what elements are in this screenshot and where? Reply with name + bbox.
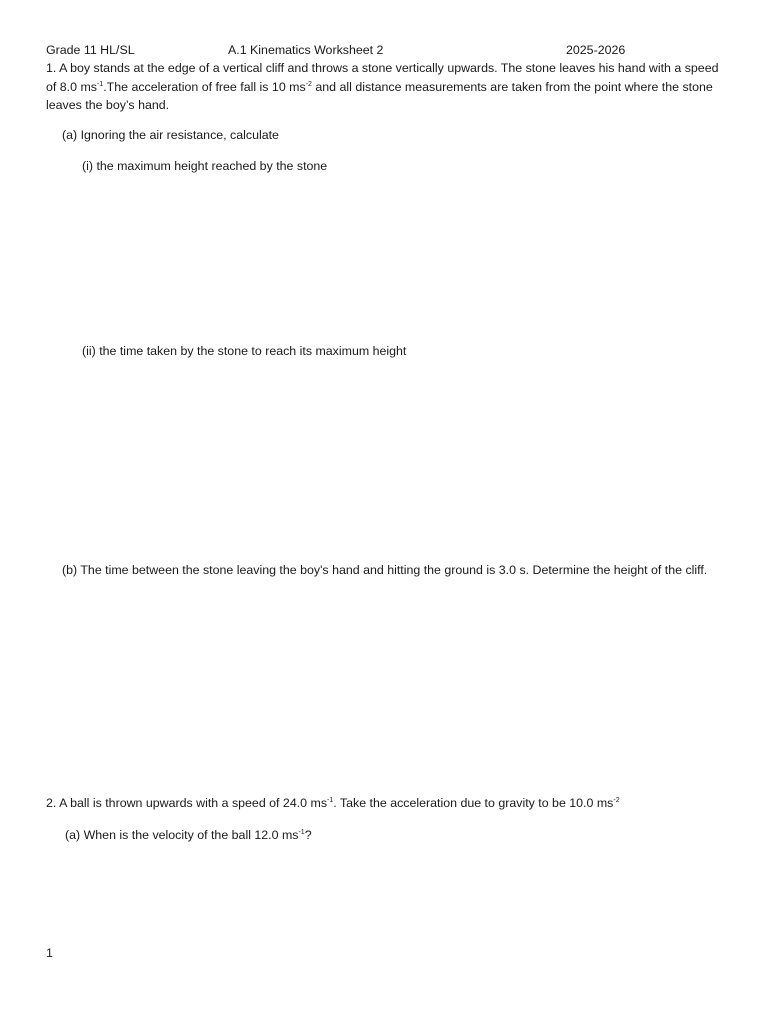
school-year: 2025-2026 — [566, 43, 626, 57]
question-1a: (a) Ignoring the air resistance, calculate — [62, 128, 279, 142]
worksheet-title: A.1 Kinematics Worksheet 2 — [228, 43, 384, 57]
question-1a-ii: (ii) the time taken by the stone to reach its maximum height — [82, 344, 407, 358]
question-2-text: 2. A ball is thrown upwards with a speed of 24.0 $ms^{-1}$. Take the acceleration due to gravity to be 10.0 $ms^{-2}$ — [46, 796, 620, 810]
question-1-text: 1. A boy stands at the edge of a vertical cliff and throws a stone vertically upwards. The stone leaves his hand with a speed of 8.0 $ms^{-1}.The$ acceleration of free fall is 10 $ms^{-2}$ and all distance measurements are taken from the point where the stone leaves the boy’s hand. — [46, 61, 719, 113]
question-2a: (a) When is the velocity of the ball 12.0 $ms^{-1}$? — [65, 828, 312, 842]
question-1a-i: (i) the maximum height reached by the stone — [82, 159, 328, 173]
course-label: Grade 11 HL/SL — [46, 43, 135, 57]
question-1b: (b) The time between the stone leaving the boy's hand and hitting the ground is 3.0 s. Determine the height of the cliff. — [62, 563, 708, 577]
page-number: 1 — [46, 946, 53, 960]
